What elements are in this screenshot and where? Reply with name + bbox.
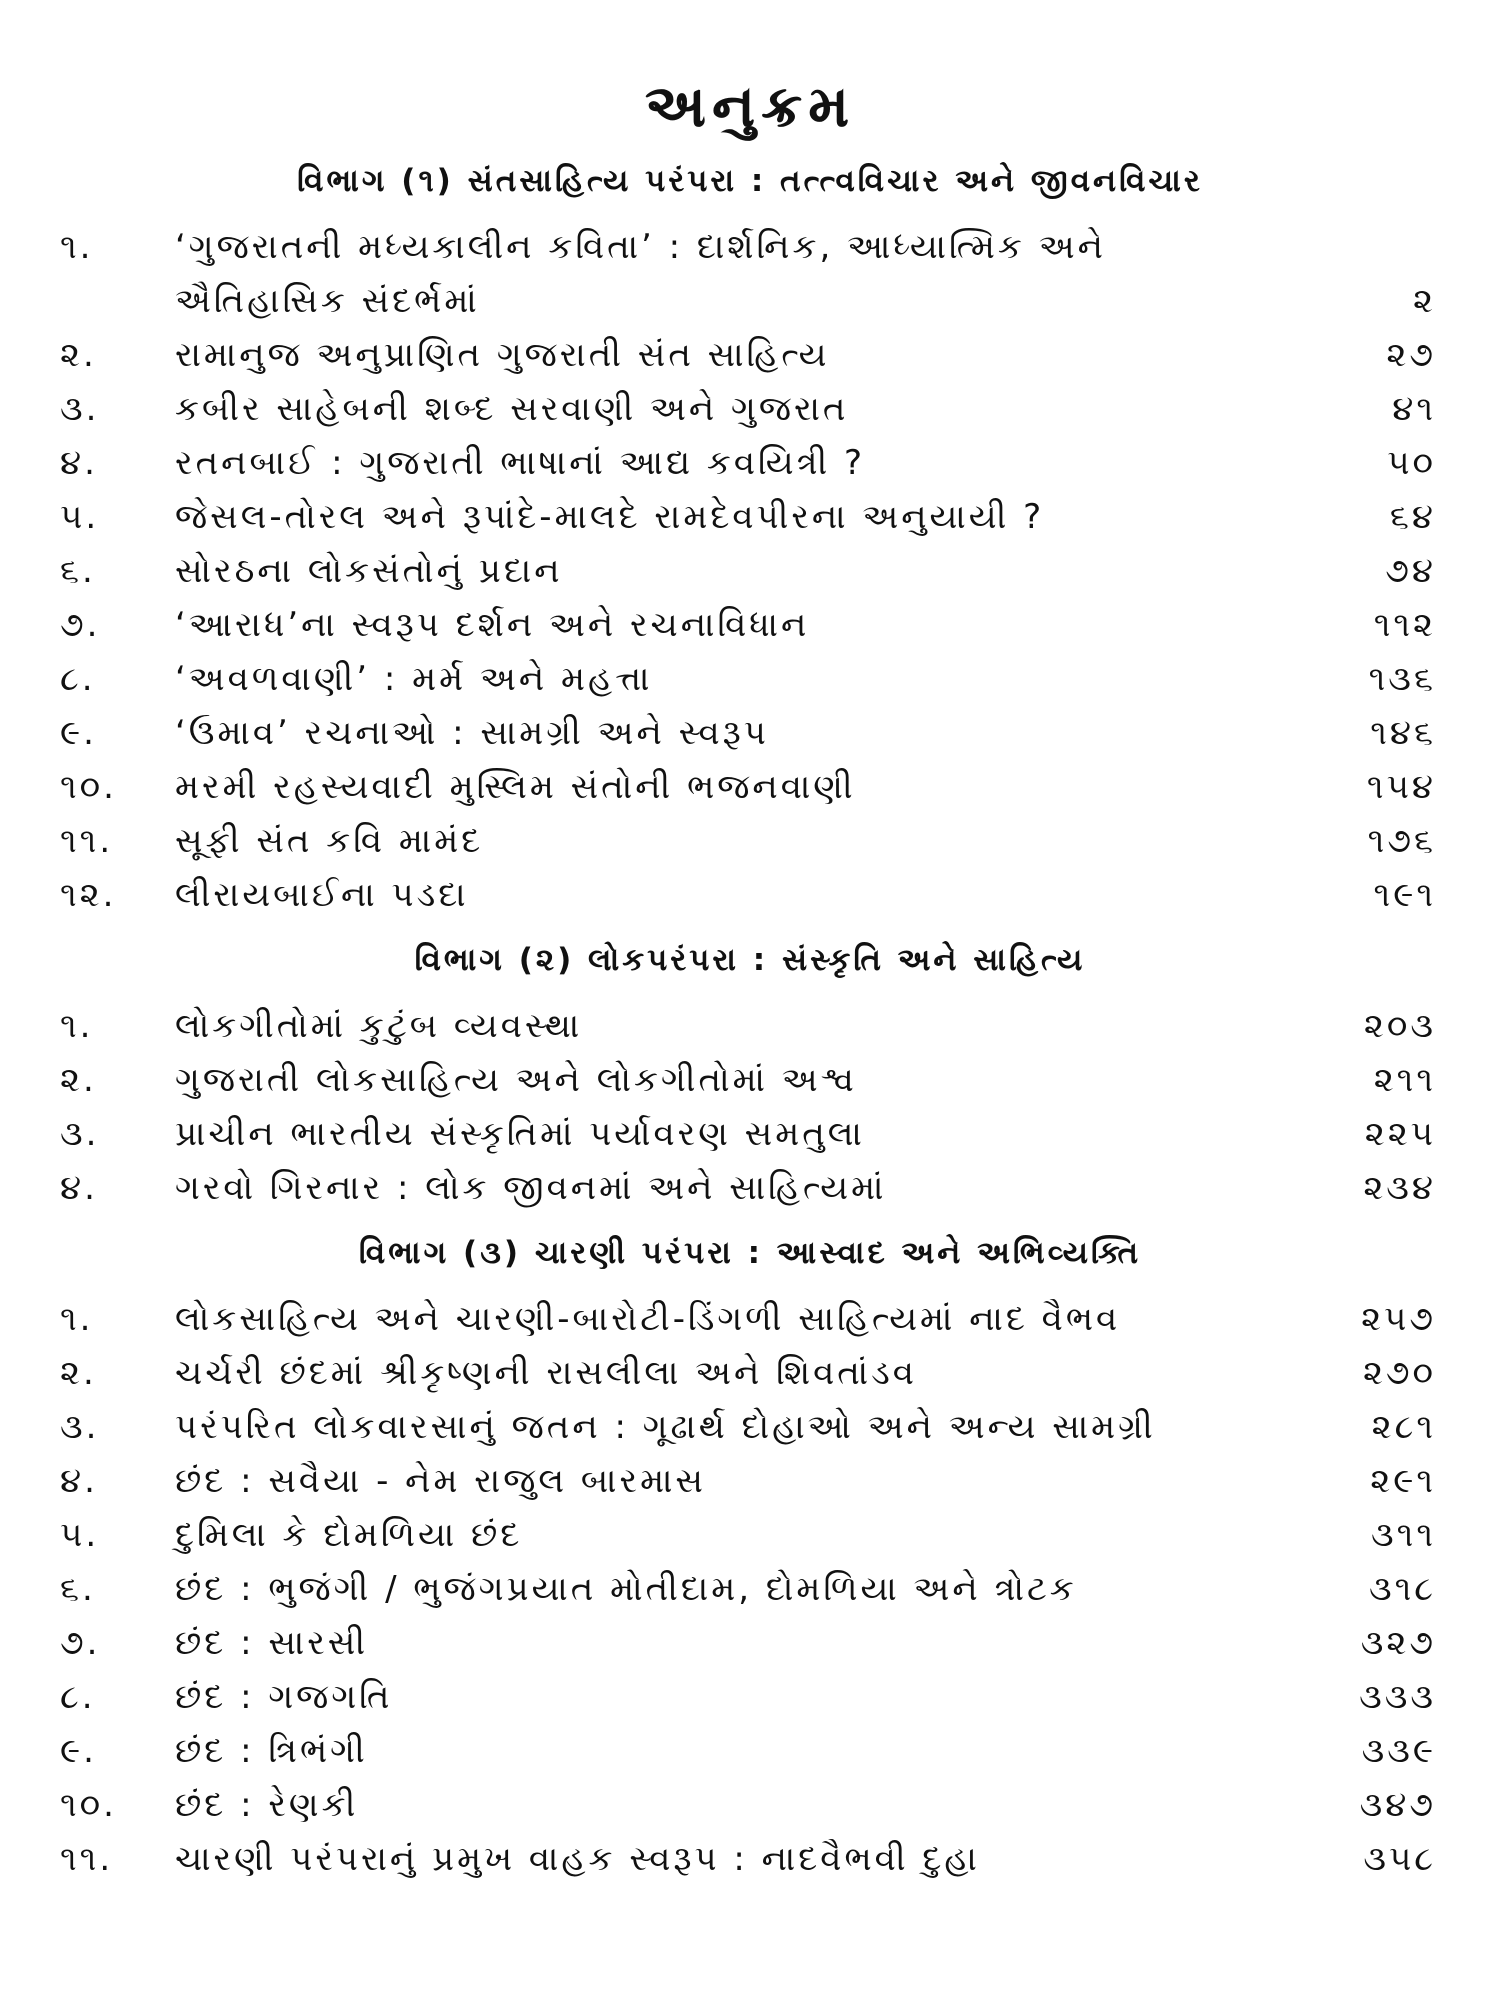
- entry-page: ૩૨૭: [1360, 1623, 1436, 1663]
- entry-number: ૫.: [60, 497, 100, 537]
- entry-page: ૩૧૮: [1368, 1569, 1436, 1609]
- section-2: [40, 942, 1460, 1215]
- entry-number: ૩.: [60, 1114, 100, 1154]
- entry-page: ૨૭૦: [1362, 1353, 1436, 1393]
- entry-number: ૬.: [60, 1569, 96, 1609]
- entry-number: ૧.: [60, 1006, 94, 1046]
- entry-title: દુમિલા કે દોમળિયા છંદ: [175, 1515, 523, 1555]
- entry-title: પ્રાચીન ભારતીય સંસ્કૃતિમાં પર્યાવરણ સમતુલા: [175, 1114, 865, 1154]
- entry-page: ૫૦: [1387, 443, 1436, 483]
- section-heading: વિભાગ (૧) સંતસાહિત્ય પરંપરા : તત્ત્વવિચાર અને જીવનવિચાર: [297, 163, 1203, 199]
- entry-number: ૧૧.: [60, 1839, 114, 1879]
- section-3: [40, 1235, 1460, 1886]
- entry-number: ૩.: [60, 389, 100, 429]
- entry-title: છંદ : ત્રિભંગી: [175, 1731, 368, 1771]
- entry-page: ૨૭: [1386, 335, 1436, 375]
- entry-page: ૭૪: [1385, 551, 1436, 591]
- entry-title: સોરઠના લોકસંતોનું પ્રદાન: [175, 551, 563, 591]
- toc-entry: [40, 1400, 1460, 1454]
- entry-title: સૂફી સંત કવિ મામંદ: [175, 821, 484, 861]
- entry-page: ૩૩૩: [1359, 1677, 1436, 1717]
- toc-entry: [40, 868, 1460, 922]
- entry-number: ૨.: [60, 1060, 97, 1100]
- entry-page: ૩૩૯: [1361, 1731, 1436, 1771]
- toc-entry: [40, 999, 1460, 1053]
- entry-title: ગુજરાતી લોકસાહિત્ય અને લોકગીતોમાં અશ્વ: [175, 1060, 857, 1100]
- entry-title-line-2: ઐતિહાસિક સંદર્ભમાં: [175, 281, 480, 321]
- entry-page: ૧૭૬: [1367, 821, 1436, 861]
- entry-page: ૧૩૬: [1368, 659, 1436, 699]
- entry-number: ૫.: [60, 1515, 100, 1555]
- toc-entry: [40, 1107, 1460, 1161]
- entry-title: ગરવો ગિરનાર : લોક જીવનમાં અને સાહિત્યમાં: [175, 1168, 887, 1208]
- entry-page: ૧૧૨: [1373, 605, 1436, 645]
- entry-number: ૭.: [60, 1623, 101, 1663]
- toc-entry: [40, 490, 1460, 544]
- entry-page: ૪૧: [1392, 389, 1436, 429]
- entry-number: ૨.: [60, 335, 97, 375]
- entry-page: ૧૯૧: [1373, 875, 1436, 915]
- toc-entry: [40, 1832, 1460, 1886]
- entry-number: ૧૦.: [60, 1785, 117, 1825]
- section-heading: વિભાગ (૨) લોકપરંપરા : સંસ્કૃતિ અને સાહિત્ય: [414, 942, 1086, 978]
- entry-page: ૩૧૧: [1371, 1515, 1436, 1555]
- toc-entry: [40, 1778, 1460, 1832]
- entry-title: જેસલ-તોરલ અને રૂપાંદે-માલદે રામદેવપીરના અનુયાયી ?: [175, 497, 1045, 537]
- toc-entry: [40, 1616, 1460, 1670]
- toc-entry: [40, 652, 1460, 706]
- toc-entry: [40, 1562, 1460, 1616]
- entry-title: છંદ : રેણકી: [175, 1785, 359, 1825]
- toc-entry: [40, 328, 1460, 382]
- entry-title: છંદ : સારસી: [175, 1623, 369, 1663]
- entry-page: ૨૩૪: [1363, 1168, 1436, 1208]
- entry-page: ૨૯૧: [1370, 1461, 1436, 1501]
- entry-title: લીરાયબાઈના પડદા: [175, 875, 469, 915]
- page-title: અનુક્રમ: [644, 72, 856, 140]
- toc-entry: [40, 598, 1460, 652]
- section-1: [40, 163, 1460, 922]
- entry-number: ૪.: [60, 443, 98, 483]
- entry-title: કબીર સાહેબની શબ્દ સરવાણી અને ગુજરાત: [175, 389, 849, 429]
- entry-page: ૨: [1413, 281, 1436, 321]
- toc-entry: [40, 436, 1460, 490]
- entry-number: ૬.: [60, 551, 96, 591]
- entry-title: છંદ : ભુજંગી / ભુજંગપ્રયાત મોતીદામ, દોમળિયા અને ત્રોટક: [175, 1569, 1077, 1609]
- toc-list: [40, 1292, 1460, 1886]
- entry-number: ૩.: [60, 1407, 100, 1447]
- entry-number: ૮.: [60, 659, 96, 699]
- entry-title: રામાનુજ અનુપ્રાણિત ગુજરાતી સંત સાહિત્ય: [175, 335, 830, 375]
- entry-number: ૪.: [60, 1168, 98, 1208]
- toc-entry: [40, 814, 1460, 868]
- entry-number: ૯.: [60, 1731, 97, 1771]
- entry-title: છંદ : સવૈયા - નેમ રાજુલ બારમાસ: [175, 1461, 706, 1501]
- entry-title: લોકસાહિત્ય અને ચારણી-બારોટી-ડિંગળી સાહિત્યમાં નાદ વૈભવ: [175, 1299, 1121, 1339]
- toc-entry: [40, 1508, 1460, 1562]
- toc-list: [40, 999, 1460, 1215]
- entry-page: ૨૨૫: [1364, 1114, 1436, 1154]
- entry-number: ૧૦.: [60, 767, 117, 807]
- entry-number: ૮.: [60, 1677, 96, 1717]
- entry-title: છંદ : ગજગતિ: [175, 1677, 393, 1717]
- entry-page: ૨૦૩: [1363, 1006, 1436, 1046]
- entry-number: ૧૧.: [60, 821, 114, 861]
- entry-number: ૯.: [60, 713, 97, 753]
- entry-title: [175, 220, 1296, 328]
- entry-page: ૩૫૮: [1363, 1839, 1436, 1879]
- entry-number: ૧૨.: [60, 875, 117, 915]
- entry-page: ૨૧૧: [1373, 1060, 1436, 1100]
- toc-entry: [40, 544, 1460, 598]
- entry-title: ચારણી પરંપરાનું પ્રમુખ વાહક સ્વરૂપ : નાદવૈભવી દુહા: [175, 1839, 980, 1879]
- toc-list: [40, 220, 1460, 922]
- entry-page: ૧૪૬: [1370, 713, 1436, 753]
- entry-title: ચર્ચરી છંદમાં શ્રીકૃષ્ણની રાસલીલા અને શિવતાંડવ: [175, 1353, 917, 1393]
- entry-title: પરંપરિત લોકવારસાનું જતન : ગૂઢાર્થ દોહાઓ અને અન્ય સામગ્રી: [175, 1407, 1156, 1447]
- entry-number: ૧.: [60, 1299, 94, 1339]
- toc-entry: [40, 382, 1460, 436]
- entry-page: ૧૫૪: [1366, 767, 1436, 807]
- toc-entry: [40, 1346, 1460, 1400]
- entry-title-line-1: ‘ગુજરાતની મધ્યકાલીન કવિતા’ : દાર્શનિક, આધ્યાત્મિક અને: [175, 227, 1106, 267]
- entry-title: લોકગીતોમાં કુટુંબ વ્યવસ્થા: [175, 1006, 583, 1046]
- toc-entry: [40, 1292, 1460, 1346]
- entry-page: ૬૪: [1389, 497, 1436, 537]
- toc-entry: [40, 760, 1460, 814]
- toc-entry: [40, 706, 1460, 760]
- entry-number: ૭.: [60, 605, 101, 645]
- entry-page: ૨૮૧: [1371, 1407, 1436, 1447]
- entry-number: ૪.: [60, 1461, 98, 1501]
- entry-title: ‘આરાધ’ના સ્વરૂપ દર્શન અને રચનાવિધાન: [175, 605, 810, 645]
- toc-entry: [40, 1454, 1460, 1508]
- toc-entry: [40, 1724, 1460, 1778]
- entry-number: ૨.: [60, 1353, 97, 1393]
- toc-entry: [40, 1161, 1460, 1215]
- toc-entry: [40, 220, 1460, 328]
- entry-title: રતનબાઈ : ગુજરાતી ભાષાનાં આદ્ય કવયિત્રી ?: [175, 443, 866, 483]
- section-heading: વિભાગ (૩) ચારણી પરંપરા : આસ્વાદ અને અભિવ્યક્તિ: [358, 1235, 1142, 1271]
- entry-title: ‘ઉમાવ’ રચનાઓ : સામગ્રી અને સ્વરૂપ: [175, 713, 769, 753]
- entry-page: ૩૪૭: [1359, 1785, 1436, 1825]
- toc-entry: [40, 1670, 1460, 1724]
- entry-title: ‘અવળવાણી’ : મર્મ અને મહત્તા: [175, 659, 653, 699]
- entry-page: ૨૫૭: [1361, 1299, 1436, 1339]
- entry-number: ૧.: [60, 227, 94, 267]
- toc-entry: [40, 1053, 1460, 1107]
- entry-title: મરમી રહસ્યવાદી મુસ્લિમ સંતોની ભજનવાણી: [175, 767, 856, 807]
